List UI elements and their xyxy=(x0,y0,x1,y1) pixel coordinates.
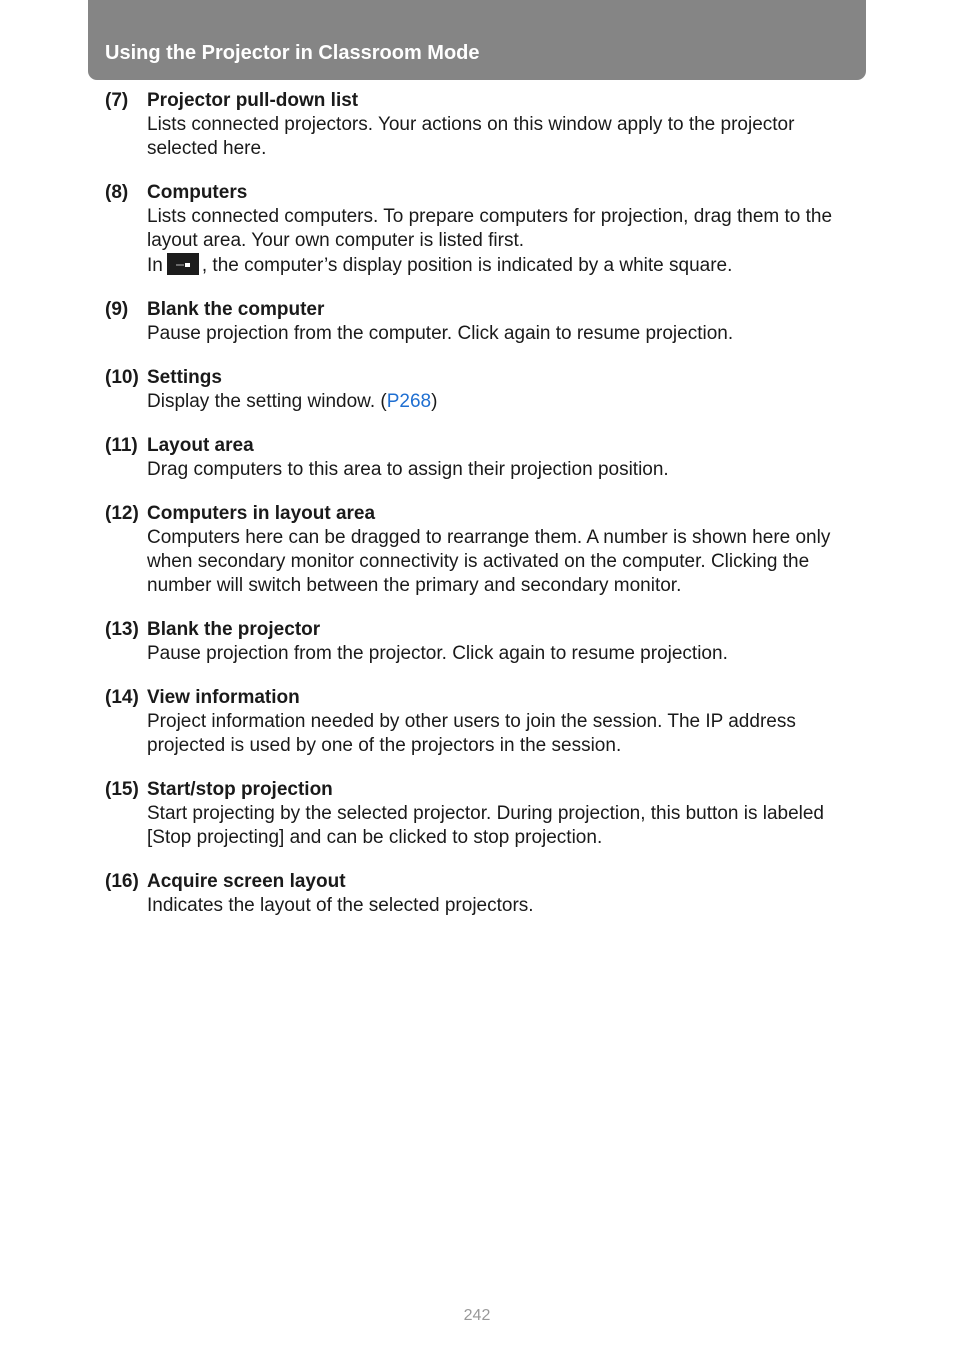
item-title: Computers in layout area xyxy=(147,503,376,524)
item-number: (11) xyxy=(105,435,138,456)
item-description: Pause projection from the projector. Click again to resume projection. xyxy=(147,643,728,664)
item-number: (12) xyxy=(105,503,139,524)
item-description: Computers here can be dragged to rearrange them. A number is shown here only when secondary monitor connectivity is activated on the computer. Clicking the number will switch between the primary and secondary monitor. xyxy=(147,527,831,596)
item-settings xyxy=(105,366,855,414)
item-blank-the-computer xyxy=(105,298,855,346)
item-number: (13) xyxy=(105,619,139,640)
computer-thumbnail-icon xyxy=(167,253,199,275)
icon-line-prefix: In xyxy=(147,255,163,276)
item-title: Blank the projector xyxy=(147,619,321,640)
item-title: Projector pull-down list xyxy=(147,90,359,111)
icon-line-suffix: , the computer’s display position is indicated by a white square. xyxy=(201,255,733,276)
item-computers xyxy=(105,181,855,278)
settings-text-suffix: ) xyxy=(431,391,438,412)
item-description: Project information needed by other users to join the session. The IP address projected is used by one of the projectors in the session. xyxy=(147,711,796,756)
item-computers-in-layout-area xyxy=(105,502,855,598)
item-list xyxy=(105,89,855,938)
item-blank-the-projector xyxy=(105,618,855,666)
item-number: (7) xyxy=(105,90,129,111)
item-number: (8) xyxy=(105,182,129,203)
item-title: Start/stop projection xyxy=(147,779,333,800)
page-header xyxy=(88,0,866,80)
page-number: 242 xyxy=(463,1307,491,1324)
item-view-information xyxy=(105,686,855,758)
item-number: (10) xyxy=(105,367,139,388)
item-title: Settings xyxy=(147,367,222,388)
item-number: (15) xyxy=(105,779,139,800)
settings-text-prefix: Display the setting window. ( xyxy=(147,391,387,412)
page-reference-link[interactable]: P268 xyxy=(386,391,432,412)
page-title: Using the Projector in Classroom Mode xyxy=(105,42,480,64)
item-number: (14) xyxy=(105,687,139,708)
item-description: Lists connected computers. To prepare computers for projection, drag them to the layout area. Your own computer is listed first. xyxy=(147,206,833,251)
item-description: Pause projection from the computer. Click again to resume projection. xyxy=(147,323,734,344)
item-title: Acquire screen layout xyxy=(147,871,346,892)
item-title: Blank the computer xyxy=(147,299,325,320)
item-description xyxy=(147,390,855,414)
item-number: (16) xyxy=(105,871,139,892)
item-title: View information xyxy=(147,687,300,708)
item-acquire-screen-layout xyxy=(105,870,855,918)
item-description: Indicates the layout of the selected projectors. xyxy=(147,895,534,916)
item-description: Start projecting by the selected projector. During projection, this button is labeled [Stop projecting] and can be clicked to stop projection. xyxy=(147,803,824,848)
item-title: Layout area xyxy=(147,435,254,456)
item-start-stop-projection xyxy=(105,778,855,850)
item-projector-pull-down-list xyxy=(105,89,855,161)
item-description: Lists connected projectors. Your actions on this window apply to the projector selected here. xyxy=(147,114,795,159)
item-description: Drag computers to this area to assign their projection position. xyxy=(147,459,669,480)
item-title: Computers xyxy=(147,182,248,203)
item-number: (9) xyxy=(105,299,129,320)
item-layout-area xyxy=(105,434,855,482)
item-description-icon-line xyxy=(147,253,855,278)
